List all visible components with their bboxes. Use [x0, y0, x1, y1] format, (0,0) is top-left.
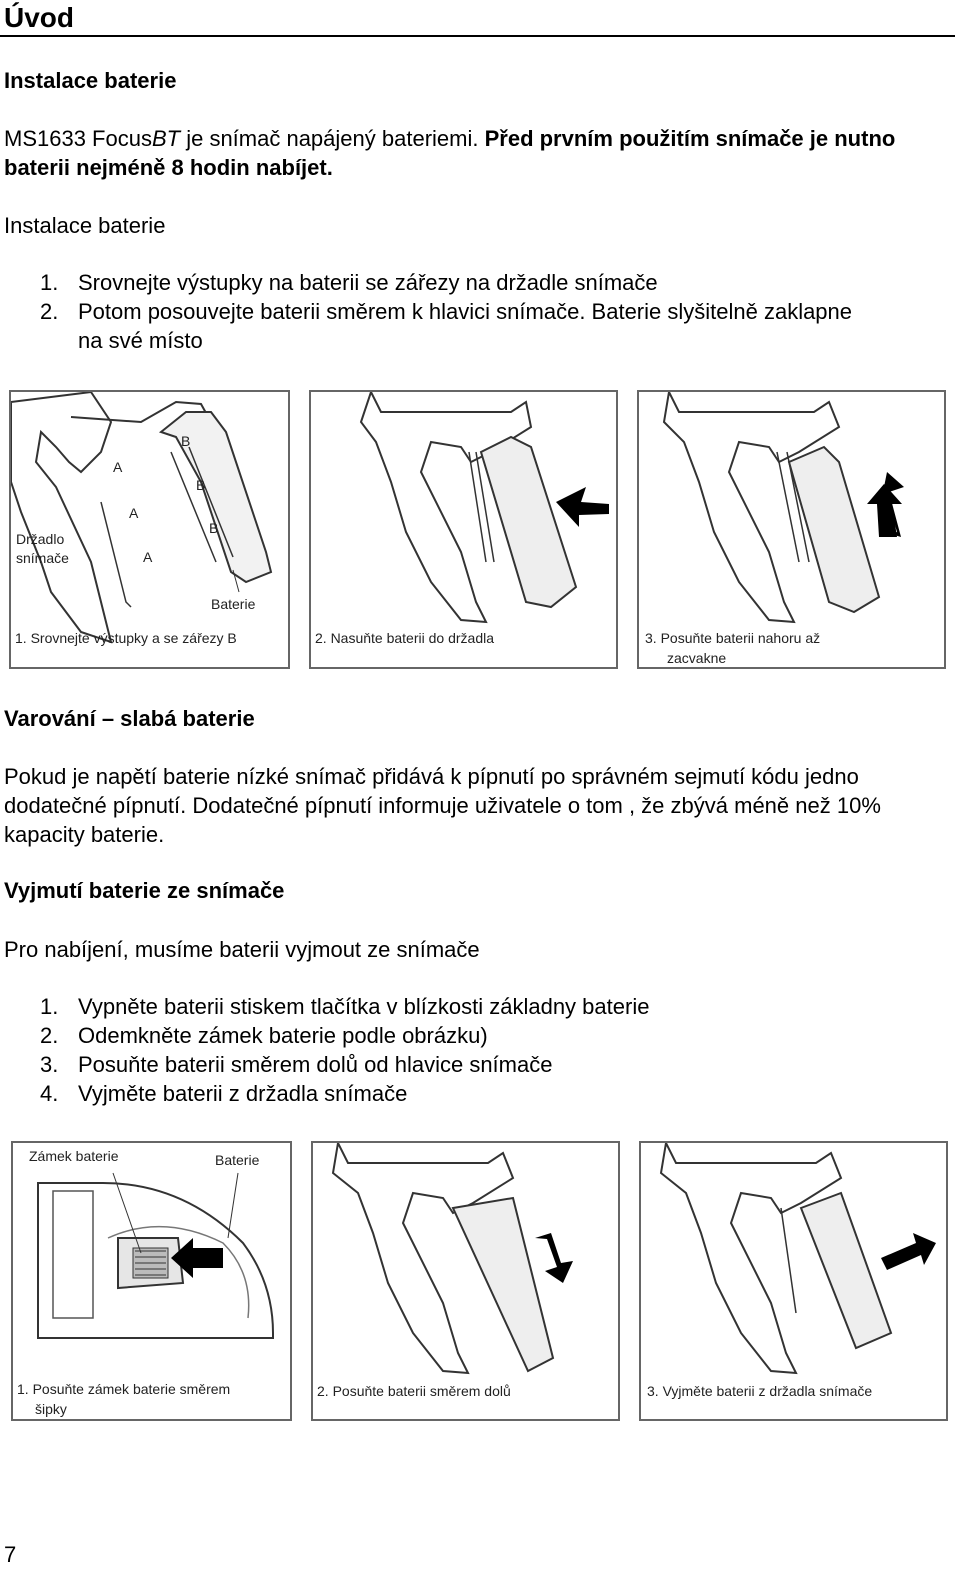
list-item — [40, 1079, 890, 1108]
install-subtitle: Instalace baterie — [4, 213, 166, 238]
step-text: Odemkněte zámek baterie podle obrázku) — [78, 1023, 488, 1048]
remove-intro: Pro nabíjení, musíme baterii vyjmout ze snímače — [4, 937, 480, 962]
step-number: 2. — [40, 1023, 59, 1048]
figure-unlock-battery — [11, 1141, 292, 1421]
figure-caption: 2. Posuňte baterii směrem dolů — [317, 1383, 511, 1399]
label-a: A — [129, 505, 139, 521]
step-number: 1. — [40, 270, 59, 295]
label-handle-line2: snímače — [16, 550, 69, 566]
figure-caption-line1: 1. Posuňte zámek baterie směrem — [17, 1381, 231, 1397]
step-text: Srovnejte výstupky na baterii se zářezy na držadle snímače — [78, 270, 658, 295]
step-text: Potom posouvejte baterii směrem k hlavici snímače. Baterie slyšitelně zaklapne na své místo — [78, 299, 853, 353]
label-handle-line1: Držadlo — [16, 531, 65, 547]
title-rule — [0, 35, 955, 37]
figure-remove-battery — [639, 1141, 948, 1421]
step-number: 4. — [40, 1081, 59, 1106]
scanner-handle-illustration — [641, 1143, 948, 1421]
label-a: A — [143, 549, 153, 565]
step-number: 2. — [40, 299, 59, 324]
figure-insert-battery — [309, 390, 618, 669]
section-title-low-battery: Varování – slabá baterie — [4, 706, 255, 731]
intro-paragraph — [4, 124, 954, 182]
label-battery: Baterie — [211, 596, 256, 612]
figure-caption: 2. Nasuňte baterii do držadla — [315, 630, 494, 646]
step-text: Vypněte baterii stiskem tlačítka v blízkosti základny baterie — [78, 994, 650, 1019]
intro-middle: je snímač napájený bateriemi. — [180, 126, 485, 151]
figure-caption-line2: zacvakne — [667, 650, 727, 666]
remove-steps — [40, 992, 890, 1108]
page-number: 7 — [4, 1542, 17, 1567]
step-number: 1. — [40, 994, 59, 1019]
figure-caption-line2: šipky — [35, 1401, 67, 1417]
figure-caption: 1. Srovnejte výstupky a se zářezy B — [15, 630, 237, 646]
list-item — [40, 268, 870, 297]
label-b: B — [209, 520, 219, 536]
list-item — [40, 992, 890, 1021]
section-title-remove-battery: Vyjmutí baterie ze snímače — [4, 878, 285, 903]
figure-slide-battery-down — [311, 1141, 620, 1421]
label-b: B — [181, 433, 191, 449]
label-lock: Zámek baterie — [29, 1148, 119, 1164]
list-item — [40, 1021, 890, 1050]
intro-italic: BT — [151, 126, 181, 151]
page-title: Úvod — [4, 2, 74, 33]
intro-bold: Před prvním použitím snímače je nutno baterii nejméně 8 hodin nabíjet. — [4, 126, 896, 180]
label-a: A — [113, 459, 123, 475]
list-item — [40, 297, 870, 355]
step-text: Posuňte baterii směrem dolů od hlavice snímače — [78, 1052, 553, 1077]
scanner-handle-illustration — [313, 1143, 620, 1421]
figure-align-battery — [9, 390, 290, 669]
step-number: 3. — [40, 1052, 59, 1077]
label-b: B — [196, 477, 206, 493]
label-battery: Baterie — [215, 1152, 260, 1168]
list-item — [40, 1050, 890, 1079]
low-battery-paragraph: Pokud je napětí baterie nízké snímač přidává k pípnutí po správném sejmutí kódu jedno dodatečné pípnutí. Dodatečné pípnutí informuje uživatele o tom , že zbývá méně než 10% kapacity baterie. — [4, 764, 881, 847]
figure-push-battery-up — [637, 390, 946, 669]
install-steps — [40, 268, 870, 355]
figure-caption-line1: 3. Posuňte baterii nahoru až — [645, 630, 821, 646]
intro-prefix: MS1633 Focus — [4, 126, 152, 151]
figure-caption: 3. Vyjměte baterii z držadla snímače — [647, 1383, 873, 1399]
step-text: Vyjměte baterii z držadla snímače — [78, 1081, 408, 1106]
section-title-install: Instalace baterie — [4, 68, 177, 93]
